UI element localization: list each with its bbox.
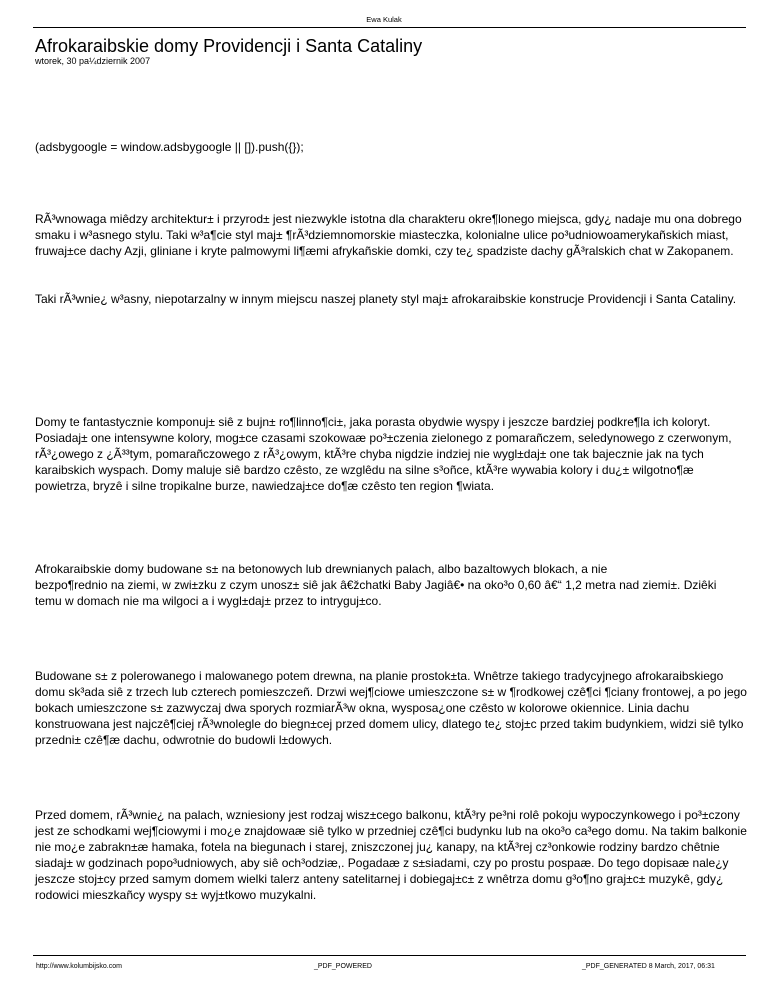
paragraph-5: Budowane s± z polerowanego i malowanego potem drewna, na planie prostok±ta. Wnêtrze takiego tradycyjnego afrokaraibskiego domu sk³ada siê z trzech lub czterech pomieszczeñ. Drzwi wej¶ciowe umieszczone s± w ¶rodkowej czê¶ci ¶ciany frontowej, a po jego bokach umieszczone s± zazwyczaj dwa sporych rozmiarÃ³w okna, wysposa¿one czêsto w kolorowe okiennice. Linia dachu konstruowana jest najczê¶ciej rÃ³wnolegle do biegn±cej przed domem ulicy, dlatego te¿ stoj±c przed takim budynkiem, widzi siê tylko przedni± czê¶æ dachu, odwrotnie do budowli l±dowych. xyxy=(35,669,747,747)
footer-generated: _PDF_GENERATED 8 March, 2017, 06:31 xyxy=(582,963,715,970)
author-name: Ewa Kulak xyxy=(366,15,402,24)
paragraph-4-line-1: Afrokaraibskie domy budowane s± na betonowych lub drewnianych palach, albo bazaltowych blokach, a nie xyxy=(35,562,608,576)
paragraph-1: RÃ³wnowaga miêdzy architektur± i przyrod± jest niezwykle istotna dla charakteru okre¶lonego miejsca, gdy¿ nadaje mu ona dobrego smaku i w³asnego stylu. Taki w³a¶cie styl maj± ¶rÃ³dziemnomorskie miasteczka, kolonialne ulice po³udniowoamerykañskich miast, fruwaj±ce dachy Azji, gliniane i kryte palmowymi li¶æmi afrykañskie domki, czy te¿ spadziste dachy gÃ³ralskich chat w Zakopanem. xyxy=(35,212,742,258)
paragraph-4-line-2: bezpo¶rednio na ziemi, w zwi±zku z czym unosz± siê jak â€žchatki Baby Jagiâ€• na oko³o 0,60 â€“ 1,2 metra nad ziemi±. Dziêki xyxy=(35,578,717,592)
paragraph-4-line-3: temu w domach nie ma wilgoci a i wygl±daj± przez to intryguj±co. xyxy=(35,594,382,608)
header-divider xyxy=(33,27,746,28)
paragraph-3: Domy te fantastycznie komponuj± siê z bujn± ro¶linno¶ci±, jaka porasta obydwie wyspy i jeszcze bardziej podkre¶la ich koloryt. Posiadaj± one intensywne kolory, mog±ce czasami szokowaæ po³±czenia zielonego z pomarañczem, seledynowego z czerwonym, rÃ³¿owego z ¿Ã³³tym, pomarañczowego z rÃ³¿owym, ktÃ³re chyba nigdzie indziej nie wygl±daj± one tak bajecznie jak na tych karaibskich wyspach. Domy maluje siê bardzo czêsto, ze wzglêdu na silne s³oñce, ktÃ³re wywabia kolory i du¿± wilgotno¶æ powietrza, bryzê i silne tropikalne burze, nawiedzaj±ce do¶æ czêsto ten region ¶wiata. xyxy=(35,415,732,493)
paragraph-2: Taki rÃ³wnie¿ w³asny, niepotarzalny w innym miejscu naszej planety styl maj± afrokaraibskie konstrucje Providencji i Santa Cataliny. xyxy=(35,292,737,306)
footer-url-link[interactable]: http://www.kolumbijsko.com xyxy=(36,963,122,970)
article-title: Afrokaraibskie domy Providencji i Santa Cataliny xyxy=(35,36,423,56)
paragraph-6: Przed domem, rÃ³wnie¿ na palach, wzniesiony jest rodzaj wisz±cego balkonu, ktÃ³ry pe³ni rolê pokoju wypoczynkowego i po³±czony jest ze schodkami wej¶ciowymi i mo¿e znajdowaæ siê tylko w przedniej czê¶ci budynku lub na oko³o ca³ego domu. Na takim balkonie nie mo¿e zabrakn±æ hamaka, fotela na biegunach i starej, zniszczonej ju¿ kanapy, na ktÃ³rej cz³onkowie rodziny bardzo chêtnie siadaj± w godzinach popo³udniowych, aby siê och³odziæ,. Pogadaæ z s±siadami, czy po prostu pospaæ. Do tego dopisaæ nale¿y jeszcze stoj±cy przed samym domem wielki talerz anteny satelitarnej i dobiegaj±c± z wnêtrza domu g³o¶no graj±c± muzykê, gdy¿ rodowici mieszkañcy wyspy s± wyj±tkowo muzykalni. xyxy=(35,808,747,902)
script-text: (adsbygoogle = window.adsbygoogle || []).push({}); xyxy=(35,140,304,154)
footer-divider xyxy=(33,955,746,956)
footer-powered: _PDF_POWERED xyxy=(314,963,372,970)
article-date: wtorek, 30 pa¼dziernik 2007 xyxy=(35,56,151,66)
